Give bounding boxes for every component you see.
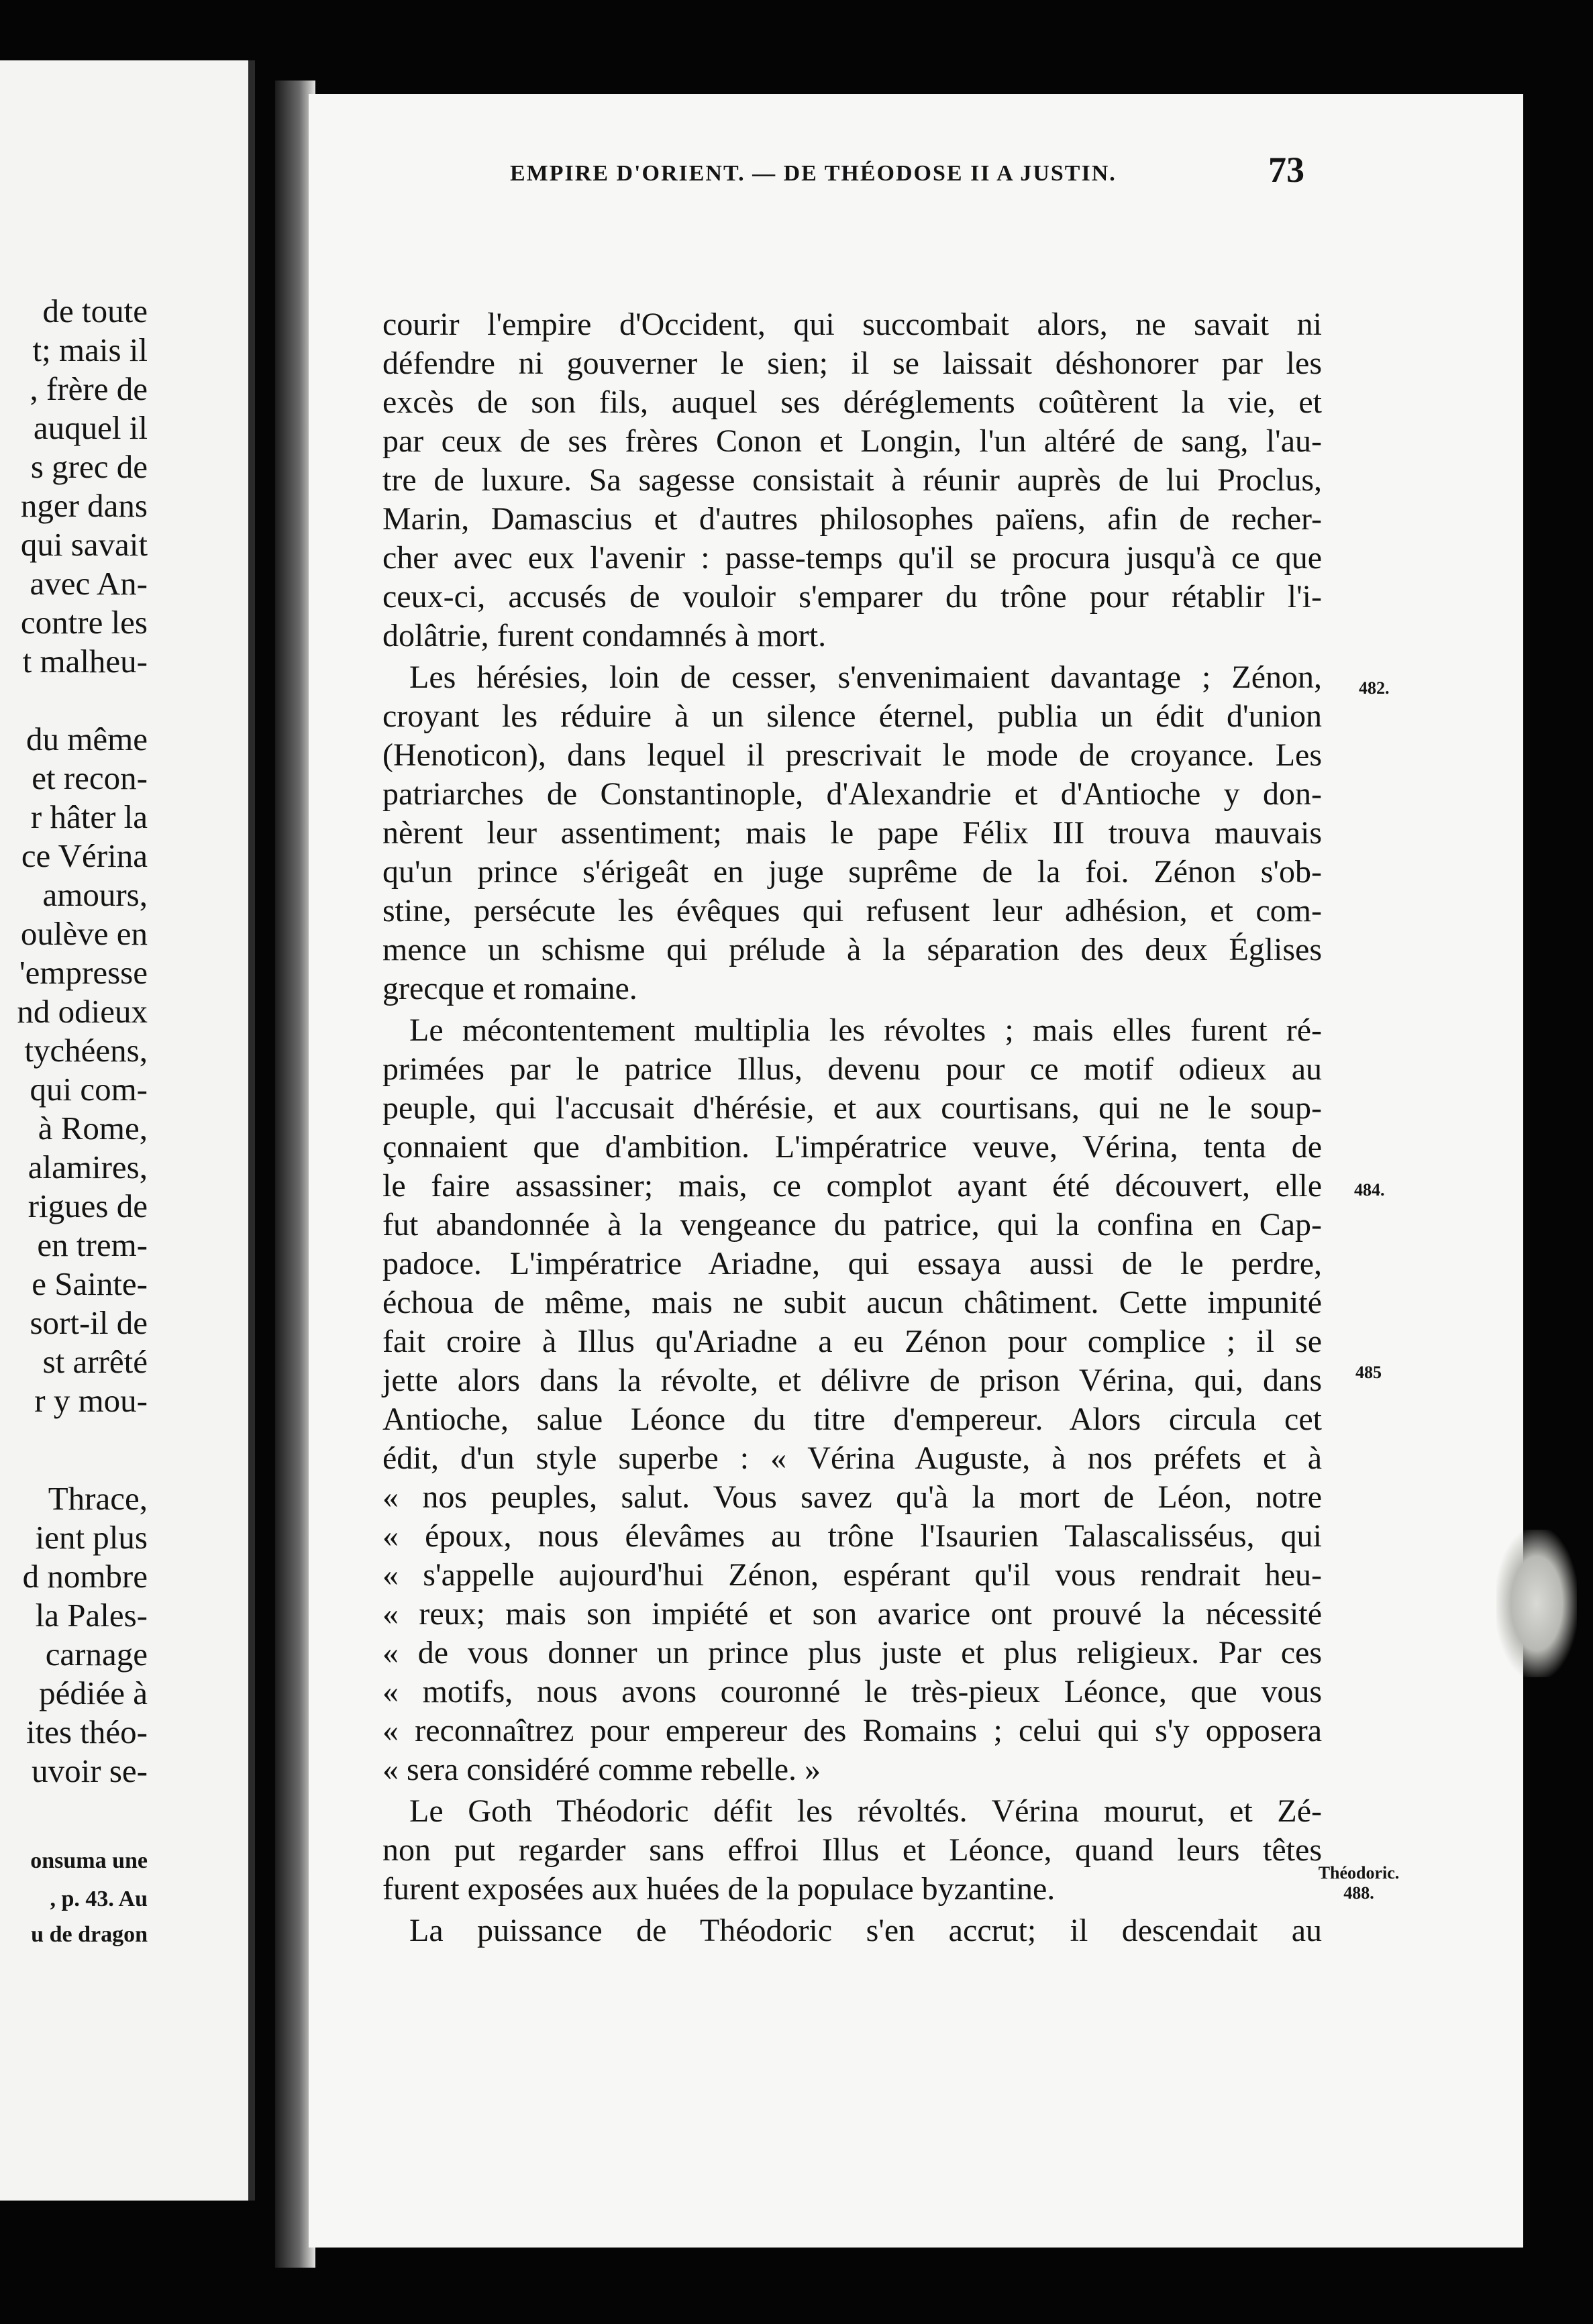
left-line: e Sainte- (32, 1265, 148, 1302)
text-line: édit, d'un style superbe : « Vérina Auguste, à nos préfets et à (382, 1440, 1322, 1476)
text-line: excès de son fils, auquel ses déréglements coûtèrent la vie, et (382, 384, 1322, 420)
text-line: (Henoticon), dans lequel il prescrivait le mode de croyance. Les (382, 737, 1322, 773)
left-line: r hâter la (30, 798, 148, 835)
text-line: grecque et romaine. (382, 971, 637, 1006)
left-line: ites théo- (26, 1713, 148, 1750)
left-line: uvoir se- (32, 1752, 148, 1789)
left-line: contre les (20, 604, 148, 641)
text-line: mence un schisme qui prélude à la séparation des deux Églises (382, 932, 1322, 967)
body-text (382, 305, 1322, 2050)
text-line: ceux-ci, accusés de vouloir s'emparer du trône pour rétablir l'i- (382, 579, 1322, 615)
text-line: croyant les réduire à un silence éternel, publia un édit d'union (382, 698, 1322, 734)
text-line: patriarches de Constantinople, d'Alexandrie et d'Antioche y don- (382, 776, 1322, 812)
text-line: stine, persécute les évêques qui refusent leur adhésion, et com- (382, 893, 1322, 929)
text-line: jette alors dans la révolte, et délivre de prison Vérina, qui, dans (382, 1363, 1322, 1398)
text-line: « sera considéré comme rebelle. » (382, 1752, 821, 1787)
left-line: r y mou- (34, 1382, 148, 1419)
running-head: EMPIRE D'ORIENT. — DE THÉODOSE II A JUSTIN. (510, 161, 1117, 186)
text-line: Le Goth Théodoric défit les révoltés. Vérina mourut, et Zé- (409, 1793, 1322, 1829)
text-line: fut abandonnée à la vengeance du patrice, qui la confina en Cap- (382, 1207, 1322, 1243)
left-line: 'empresse (19, 954, 148, 991)
text-line: « nos peuples, salut. Vous savez qu'à la mort de Léon, notre (382, 1479, 1322, 1515)
left-line: oulève en (20, 915, 148, 952)
left-line: à Rome, (38, 1110, 148, 1147)
text-line: nèrent leur assentiment; mais le pape Félix III trouva mauvais (382, 815, 1322, 851)
text-line: primées par le patrice Illus, devenu pour ce motif odieux au (382, 1051, 1322, 1087)
text-line: çonnaient que d'ambition. L'impératrice veuve, Vérina, tenta de (382, 1129, 1322, 1165)
left-line: carnage (45, 1636, 148, 1673)
left-note-line: onsuma une (30, 1848, 148, 1873)
text-line: « reconnaîtrez pour empereur des Romains ; celui qui s'y opposera (382, 1713, 1322, 1748)
left-line: s grec de (30, 448, 148, 485)
left-line: rigues de (28, 1187, 148, 1224)
left-line: nger dans (20, 487, 148, 524)
text-line: furent exposées aux huées de la populace byzantine. (382, 1871, 1056, 1907)
text-line: dolâtrie, furent condamnés à mort. (382, 618, 827, 653)
left-line: en trem- (37, 1226, 148, 1263)
left-line: de toute (42, 293, 148, 329)
text-line: courir l'empire d'Occident, qui succombait alors, ne savait ni (382, 307, 1322, 342)
left-line: ient plus (35, 1519, 148, 1556)
left-line: st arrêté (42, 1343, 148, 1380)
margin-date-488: 488. (1343, 1883, 1374, 1903)
left-line: t malheu- (22, 643, 148, 680)
text-line: échoua de même, mais ne subit aucun châtiment. Cette impunité (382, 1285, 1322, 1320)
margin-name-theodoric: Théodoric. (1318, 1863, 1400, 1883)
left-line: d nombre (22, 1558, 148, 1595)
page-number: 73 (1268, 150, 1304, 190)
left-line: ce Vérina (21, 837, 148, 874)
left-line: qui savait (20, 526, 148, 563)
text-line: Les hérésies, loin de cesser, s'envenimaient davantage ; Zénon, (409, 659, 1322, 695)
text-line: peuple, qui l'accusait d'hérésie, et aux courtisans, qui ne le soup- (382, 1090, 1322, 1126)
text-line: « époux, nous élevâmes au trône l'Isaurien Talascalisséus, qui (382, 1518, 1322, 1554)
left-line: tychéens, (24, 1032, 148, 1069)
left-line: Thrace, (48, 1480, 148, 1517)
text-line: non put regarder sans effroi Illus et Léonce, quand leurs têtes (382, 1832, 1322, 1868)
previous-page (0, 60, 255, 2201)
text-line: défendre ni gouverner le sien; il se laissait déshonorer par les (382, 346, 1322, 381)
margin-date-484: 484. (1354, 1180, 1385, 1200)
left-note-line: u de dragon (31, 1922, 148, 1947)
text-line: « de vous donner un prince plus juste et plus religieux. Par ces (382, 1635, 1322, 1671)
left-line: amours, (42, 876, 148, 913)
text-line: le faire assassiner; mais, ce complot ayant été découvert, elle (382, 1168, 1322, 1204)
left-line: t; mais il (32, 331, 148, 368)
text-line: Marin, Damascius et d'autres philosophes païens, afin de recher- (382, 501, 1322, 537)
margin-date-482: 482. (1359, 678, 1390, 698)
left-line: auquel il (33, 409, 148, 446)
text-line: tre de luxure. Sa sagesse consistait à réunir auprès de lui Proclus, (382, 462, 1322, 498)
text-line: « motifs, nous avons couronné le très-pieux Léonce, que vous (382, 1674, 1322, 1709)
page-smudge (1496, 1530, 1577, 1677)
left-line: sort-il de (30, 1304, 148, 1341)
left-line: et recon- (32, 759, 148, 796)
text-line: La puissance de Théodoric s'en accrut; il descendait au (409, 1913, 1322, 1948)
left-line: qui com- (30, 1071, 148, 1108)
left-line: avec An- (30, 565, 148, 602)
text-line: Le mécontentement multiplia les révoltes ; mais elles furent ré- (409, 1012, 1322, 1048)
text-line: « reux; mais son impiété et son avarice ont prouvé la nécessité (382, 1596, 1322, 1632)
text-line: « s'appelle aujourd'hui Zénon, espérant qu'il vous rendrait heu- (382, 1557, 1322, 1593)
text-line: fait croire à Illus qu'Ariadne a eu Zénon pour complice ; il se (382, 1324, 1322, 1359)
text-line: padoce. L'impératrice Ariadne, qui essaya aussi de le perdre, (382, 1246, 1322, 1281)
left-note-line: , p. 43. Au (50, 1887, 148, 1911)
left-line: la Pales- (35, 1597, 148, 1634)
left-line: nd odieux (17, 993, 148, 1030)
text-line: Antioche, salue Léonce du titre d'empereur. Alors circula cet (382, 1402, 1322, 1437)
text-line: cher avec eux l'avenir : passe-temps qu'il se procura jusqu'à ce que (382, 540, 1322, 576)
left-line: alamires, (28, 1149, 148, 1185)
text-line: par ceux de ses frères Conon et Longin, l'un altéré de sang, l'au- (382, 423, 1322, 459)
text-line: qu'un prince s'érigeât en juge suprême de la foi. Zénon s'ob- (382, 854, 1322, 890)
left-line: , frère de (30, 370, 148, 407)
left-line: pédiée à (39, 1675, 148, 1711)
left-line: du même (26, 721, 148, 757)
margin-date-485: 485 (1355, 1363, 1382, 1382)
